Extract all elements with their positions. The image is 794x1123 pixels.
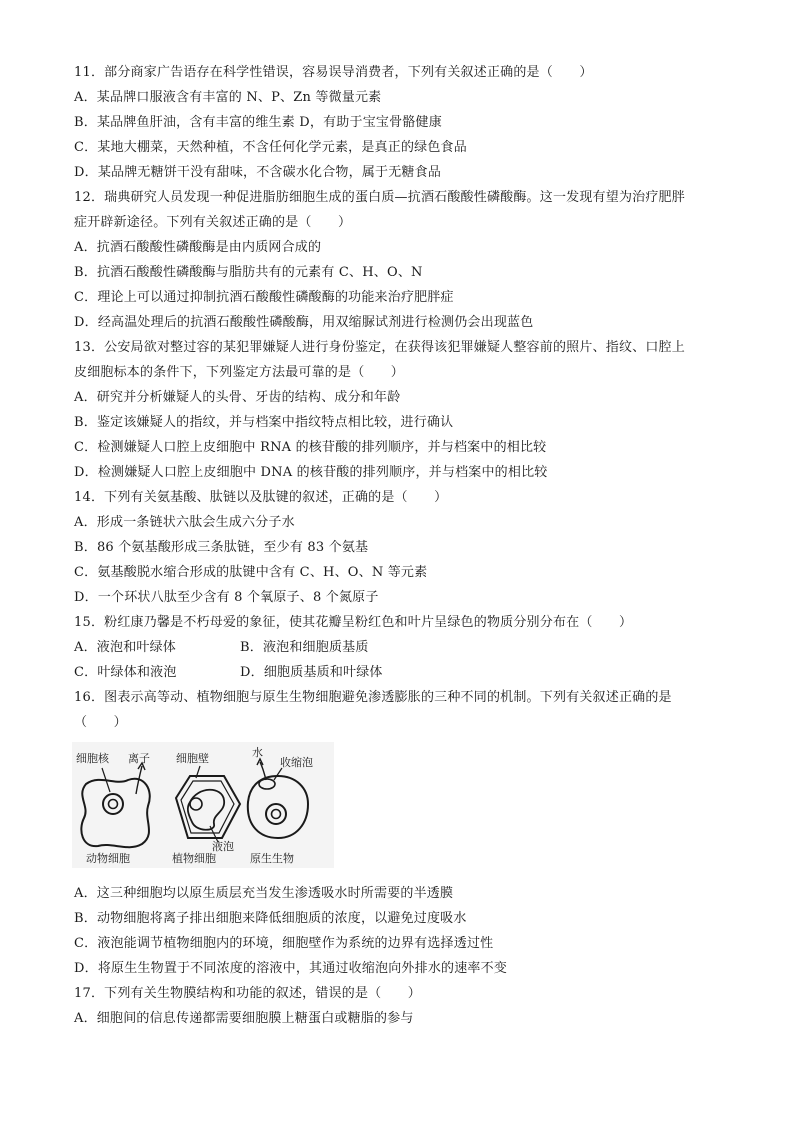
q12-stem-line1: 12．瑞典研究人员发现一种促进脂肪细胞生成的蛋白质—抗酒石酸酸性磷酸酶。这一发现有望为治疗肥胖 [74,190,685,205]
q12-option-c: C．理论上可以通过抑制抗酒石酸酸性磷酸酶的功能来治疗肥胖症 [74,290,454,305]
q14-stem: 14．下列有关氨基酸、肽链以及肽键的叙述，正确的是（ ） [74,490,448,505]
q15-option-b: B．液泡和细胞质基质 [240,640,369,655]
q16-stem-line1: 16．图表示高等动、植物细胞与原生生物细胞避免渗透膨胀的三种不同的机制。下列有关叙述正确的是 [74,690,672,705]
q13-option-b: B．鉴定该嫌疑人的指纹，并与档案中指纹特点相比较，进行确认 [74,415,454,430]
q16-option-d: D．将原生生物置于不同浓度的溶液中，其通过收缩泡向外排水的速率不变 [74,961,508,976]
plant-cell-caption: 植物细胞 [172,852,216,865]
q14-option-c: C．氨基酸脱水缩合形成的肽键中含有 C、H、O、N 等元素 [74,565,428,580]
q16-stem-line2: （ ） [74,715,127,730]
q14-option-b: B．86 个氨基酸形成三条肽链，至少有 83 个氨基 [74,540,369,555]
nucleus-label: 细胞核 [76,752,109,765]
q12-stem-line2: 症开辟新途径。下列有关叙述正确的是（ ） [74,215,352,230]
q12-option-a: A．抗酒石酸酸性磷酸酶是由内质网合成的 [74,240,322,255]
ion-label: 离子 [128,752,150,765]
q15-option-a: A．液泡和叶绿体 [74,640,176,655]
q11-option-d: D．某品牌无糖饼干没有甜味，不含碳水化合物，属于无糖食品 [74,165,442,180]
water-label: 水 [252,746,263,759]
osmosis-cells-figure [72,742,334,868]
q14-option-d: D．一个环状八肽至少含有 8 个氧原子、8 个氮原子 [74,590,379,605]
q13-option-d: D．检测嫌疑人口腔上皮细胞中 DNA 的核苷酸的排列顺序，并与档案中的相比较 [74,465,548,480]
q11-stem: 11．部分商家广告语存在科学性错误，容易误导消费者，下列有关叙述正确的是（ ） [74,65,593,80]
protist-caption: 原生生物 [250,852,294,865]
q17-option-a: A．细胞间的信息传递都需要细胞膜上糖蛋白或糖脂的参与 [74,1011,414,1026]
q11-option-b: B．某品牌鱼肝油，含有丰富的维生素 D，有助于宝宝骨骼健康 [74,115,442,130]
contractile-vacuole-label: 收缩泡 [280,756,313,769]
q16-option-c: C．液泡能调节植物细胞内的环境，细胞壁作为系统的边界有选择透过性 [74,936,494,951]
q16-option-b: B．动物细胞将离子排出细胞来降低细胞质的浓度，以避免过度吸水 [74,911,467,926]
q15-option-d: D．细胞质基质和叶绿体 [240,665,383,680]
q11-option-a: A．某品牌口服液含有丰富的 N、P、Zn 等微量元素 [74,90,382,105]
q17-stem: 17．下列有关生物膜结构和功能的叙述，错误的是（ ） [74,986,421,1001]
q13-option-c: C．检测嫌疑人口腔上皮细胞中 RNA 的核苷酸的排列顺序，并与档案中的相比较 [74,440,547,455]
q11-option-c: C．某地大棚菜，天然种植，不含任何化学元素，是真正的绿色食品 [74,140,467,155]
q15-options-row1 [74,639,724,657]
q13-option-a: A．研究并分析嫌疑人的头骨、牙齿的结构、成分和年龄 [74,390,401,405]
q16-option-a: A．这三种细胞均以原生质层充当发生渗透吸水时所需要的半透膜 [74,886,454,901]
q15-options-row2 [74,664,724,682]
q14-option-a: A．形成一条链状六肽会生成六分子水 [74,515,295,530]
q15-stem: 15．粉红康乃馨是不朽母爱的象征，使其花瓣呈粉红色和叶片呈绿色的物质分别分布在（ ） [74,615,633,630]
q12-option-d: D．经高温处理后的抗酒石酸酸性磷酸酶，用双缩脲试剂进行检测仍会出现蓝色 [74,315,534,330]
q13-stem-line1: 13．公安局欲对整过容的某犯罪嫌疑人进行身份鉴定，在获得该犯罪嫌疑人整容前的照片、指纹、口腔上 [74,340,685,355]
q12-option-b: B．抗酒石酸酸性磷酸酶与脂肪共有的元素有 C、H、O、N [74,265,423,280]
q13-stem-line2: 皮细胞标本的条件下，下列鉴定方法最可靠的是（ ） [74,365,405,380]
cell-wall-label: 细胞壁 [176,752,209,765]
animal-cell-caption: 动物细胞 [86,852,130,865]
vacuole-label: 液泡 [212,840,234,853]
q15-option-c: C．叶绿体和液泡 [74,665,177,680]
